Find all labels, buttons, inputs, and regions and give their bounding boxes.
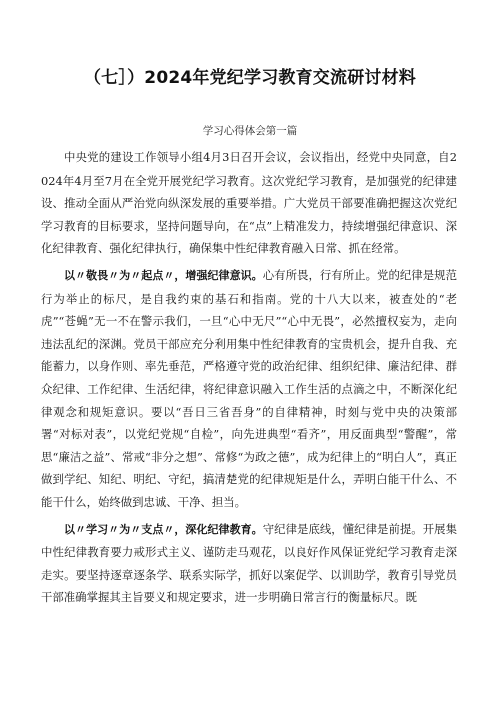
paragraph-lead: 以〃学习〃为〃支点〃，深化纪律教育。	[64, 522, 263, 536]
paragraph-reverence	[41, 264, 457, 514]
paragraph-text: 心有所畏，行有所止。党的纪律是规范行为举止的标尺，是自我约束的基石和指南。党的十八大以来，被查处的“老虎”“苍蝇”无一不在警示我们，一旦“心中无尺”“心中无畏”，必然擅权妄为，走向违法乱纪的深渊。党员干部应充分利用集中性纪律教育的宝贵机会，提升自我、充能蓄力，以身作则、率先垂范，严格遵守党的政治纪律、组织纪律、廉洁纪律、群众纪律、工作纪律、生活纪律，将纪律意识融入工作生活的点滴之中，不断深化纪律观念和规矩意识。要以“吾日三省吾身”的自律精神，时刻与党中央的决策部署“对标对表”，以党纪党规“自检”，向先进典型“看齐”，用反面典型“警醒”，常思“廉洁之益”、常戒“非分之想”、常修“为政之德”，成为纪律上的“明白人”，真正做到学纪、知纪、明纪、守纪，搞清楚党的纪律规矩是什么，弄明白能干什么、不能干什么，始终做到忠诚、干净、担当。	[41, 267, 457, 509]
paragraph-lead: 以〃敬畏〃为〃起点〃，增强纪律意识。	[64, 268, 263, 282]
document-body	[41, 146, 457, 609]
paragraph-text: 守纪律是底线，懂纪律是前提。开展集中性纪律教育要力戒形式主义、谨防走马观花，以良好作风保证党纪学习教育走深走实。要坚持逐章逐条学、联系实际学，抓好以案促学、以训助学，教育引导党员干部准确掌握其主旨要义和规定要求，进一步明确日常言行的衡量标尺。既	[41, 521, 457, 605]
document-title: （七］）2024年党纪学习教育交流研讨材料	[83, 68, 416, 88]
paragraph-text: 中央党的建设工作领导小组4月3日召开会议，会议指出，经党中央同意，自2024年4月至7月在全党开展党纪学习教育。这次党纪学习教育，是加强党的纪律建设、推动全面从严治党向纵深发展的重要举措。广大党员干部要准确把握这次党纪学习教育的目标要求，坚持问题导向，在“点”上精准发力，持续增强纪律意识、深化纪律教育、强化纪律执行，确保集中性纪律教育融入日常、抓在经常。	[41, 150, 457, 256]
paragraph-intro	[41, 146, 457, 260]
paragraph-study	[41, 518, 457, 609]
section-subtitle: 学习心得体会第一篇	[202, 125, 298, 137]
